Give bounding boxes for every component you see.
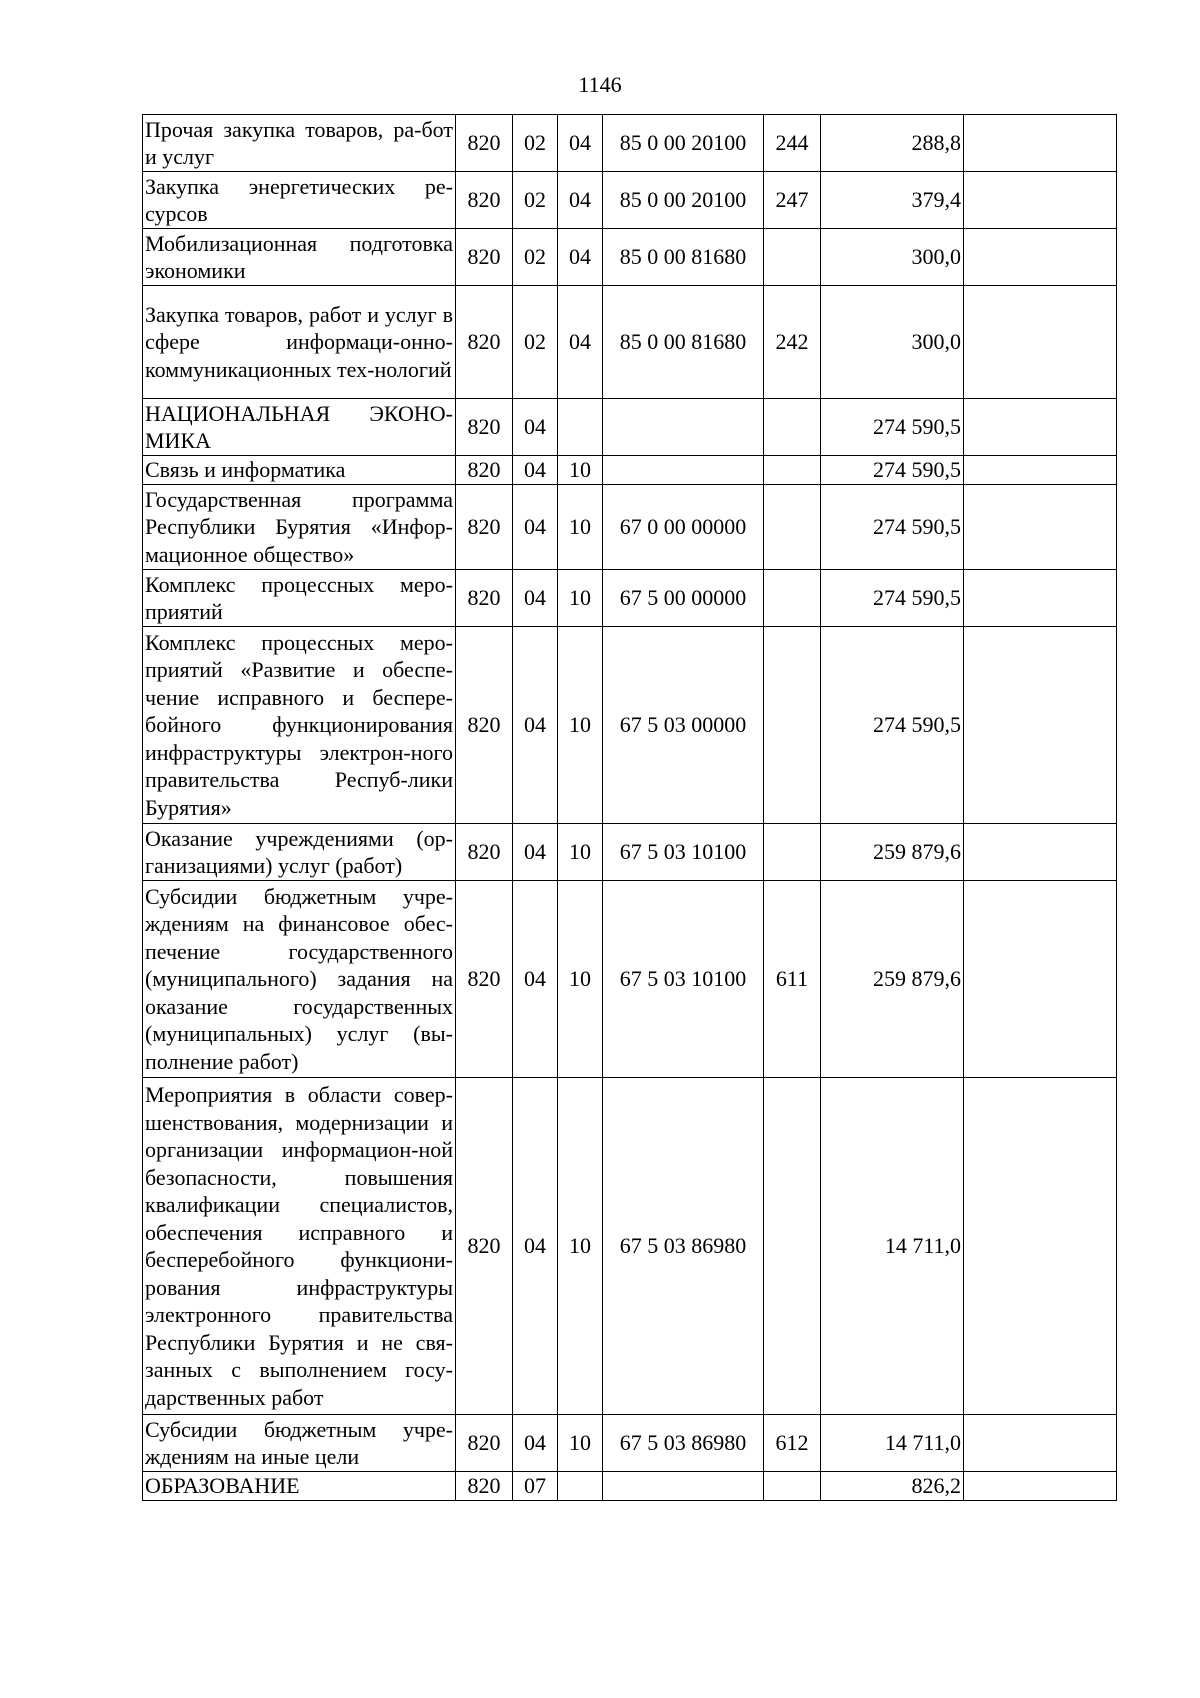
expense-type-code: 244 [764,115,821,172]
row-name: Субсидии бюджетным учре-ждениям на иные цели [143,1415,456,1472]
row-name: НАЦИОНАЛЬНАЯ ЭКОНО-МИКА [143,399,456,456]
empty-cell [964,456,1117,485]
ministry-code: 820 [456,229,513,286]
subsection-code: 04 [558,115,603,172]
ministry-code: 820 [456,627,513,824]
target-code [603,1472,764,1501]
target-code: 67 5 00 00000 [603,570,764,627]
subsection-code: 10 [558,824,603,881]
empty-cell [964,881,1117,1078]
ministry-code: 820 [456,115,513,172]
row-name: Закупка энергетических ре-сурсов [143,172,456,229]
ministry-code: 820 [456,485,513,570]
row-name: Субсидии бюджетным учре-ждениям на финансовое обес-печение государственного (муниципального) задания на оказание государственных (муниципальных) услуг (вы-полнение работ) [143,881,456,1078]
subsection-code: 10 [558,456,603,485]
table-row [143,881,1117,1078]
section-code: 04 [513,399,558,456]
ministry-code: 820 [456,1472,513,1501]
expense-type-code: 242 [764,286,821,399]
row-name: Комплекс процессных меро-приятий [143,570,456,627]
expense-type-code [764,229,821,286]
subsection-code [558,1472,603,1501]
ministry-code: 820 [456,456,513,485]
expense-type-code: 612 [764,1415,821,1472]
subsection-code: 04 [558,229,603,286]
target-code [603,456,764,485]
amount: 379,4 [821,172,964,229]
table-row [143,485,1117,570]
target-code: 85 0 00 20100 [603,115,764,172]
expense-type-code [764,1078,821,1415]
row-name: Связь и информатика [143,456,456,485]
amount: 300,0 [821,229,964,286]
table-row [143,172,1117,229]
target-code: 85 0 00 20100 [603,172,764,229]
subsection-code: 10 [558,485,603,570]
table-row [143,456,1117,485]
table-row [143,824,1117,881]
table-row [143,286,1117,399]
amount: 826,2 [821,1472,964,1501]
subsection-code: 10 [558,1078,603,1415]
expense-type-code [764,627,821,824]
empty-cell [964,229,1117,286]
expense-type-code [764,456,821,485]
section-code: 02 [513,286,558,399]
table-row [143,570,1117,627]
row-name: Государственная программа Республики Бурятия «Инфор-мационное общество» [143,485,456,570]
section-code: 04 [513,1078,558,1415]
amount: 274 590,5 [821,456,964,485]
table-row [143,1078,1117,1415]
section-code: 04 [513,570,558,627]
target-code: 67 5 03 10100 [603,881,764,1078]
table-row [143,1472,1117,1501]
empty-cell [964,1472,1117,1501]
table-row [143,1415,1117,1472]
section-code: 04 [513,485,558,570]
empty-cell [964,824,1117,881]
row-name: Прочая закупка товаров, ра-бот и услуг [143,115,456,172]
ministry-code: 820 [456,286,513,399]
target-code [603,399,764,456]
ministry-code: 820 [456,881,513,1078]
subsection-code [558,399,603,456]
ministry-code: 820 [456,570,513,627]
subsection-code: 10 [558,570,603,627]
section-code: 04 [513,627,558,824]
section-code: 07 [513,1472,558,1501]
empty-cell [964,1078,1117,1415]
amount: 14 711,0 [821,1078,964,1415]
expense-type-code [764,1472,821,1501]
section-code: 02 [513,229,558,286]
amount: 274 590,5 [821,570,964,627]
expense-type-code [764,824,821,881]
row-name: Мероприятия в области совер-шенствования, модернизации и организации информацион-ной безопасности, повышения квалификации специалистов, обеспечения исправного и бесперебойного функциони-рования инфраструктуры электронного правительства Республики Бурятия и не свя-занных с выполнением госу-дарственных работ [143,1078,456,1415]
amount: 300,0 [821,286,964,399]
empty-cell [964,286,1117,399]
subsection-code: 10 [558,1415,603,1472]
expense-type-code [764,399,821,456]
empty-cell [964,485,1117,570]
table-row [143,627,1117,824]
page-number: 1146 [578,72,622,97]
expense-type-code: 611 [764,881,821,1078]
amount: 14 711,0 [821,1415,964,1472]
section-code: 04 [513,456,558,485]
expense-type-code [764,485,821,570]
target-code: 67 5 03 86980 [603,1415,764,1472]
ministry-code: 820 [456,399,513,456]
empty-cell [964,1415,1117,1472]
budget-table [142,114,1117,1501]
row-name: Комплекс процессных меро-приятий «Развитие и обеспе-чение исправного и беспере-бойного функционирования инфраструктуры электрон-ного правительства Респуб-лики Бурятия» [143,627,456,824]
ministry-code: 820 [456,1078,513,1415]
subsection-code: 10 [558,627,603,824]
section-code: 02 [513,172,558,229]
target-code: 67 5 03 10100 [603,824,764,881]
amount: 274 590,5 [821,399,964,456]
amount: 259 879,6 [821,881,964,1078]
empty-cell [964,172,1117,229]
row-name: ОБРАЗОВАНИЕ [143,1472,456,1501]
target-code: 67 5 03 86980 [603,1078,764,1415]
section-code: 04 [513,824,558,881]
table-row [143,115,1117,172]
ministry-code: 820 [456,1415,513,1472]
section-code: 04 [513,881,558,1078]
row-name: Закупка товаров, работ и услуг в сфере информаци-онно-коммуникационных тех-нологий [143,286,456,399]
amount: 259 879,6 [821,824,964,881]
expense-type-code: 247 [764,172,821,229]
target-code: 85 0 00 81680 [603,229,764,286]
table-row [143,399,1117,456]
target-code: 85 0 00 81680 [603,286,764,399]
table-row [143,229,1117,286]
empty-cell [964,570,1117,627]
empty-cell [964,399,1117,456]
subsection-code: 04 [558,286,603,399]
ministry-code: 820 [456,824,513,881]
row-name: Мобилизационная подготовка экономики [143,229,456,286]
section-code: 02 [513,115,558,172]
target-code: 67 5 03 00000 [603,627,764,824]
empty-cell [964,627,1117,824]
target-code: 67 0 00 00000 [603,485,764,570]
amount: 288,8 [821,115,964,172]
amount: 274 590,5 [821,485,964,570]
subsection-code: 10 [558,881,603,1078]
empty-cell [964,115,1117,172]
amount: 274 590,5 [821,627,964,824]
row-name: Оказание учреждениями (ор-ганизациями) услуг (работ) [143,824,456,881]
section-code: 04 [513,1415,558,1472]
expense-type-code [764,570,821,627]
subsection-code: 04 [558,172,603,229]
ministry-code: 820 [456,172,513,229]
